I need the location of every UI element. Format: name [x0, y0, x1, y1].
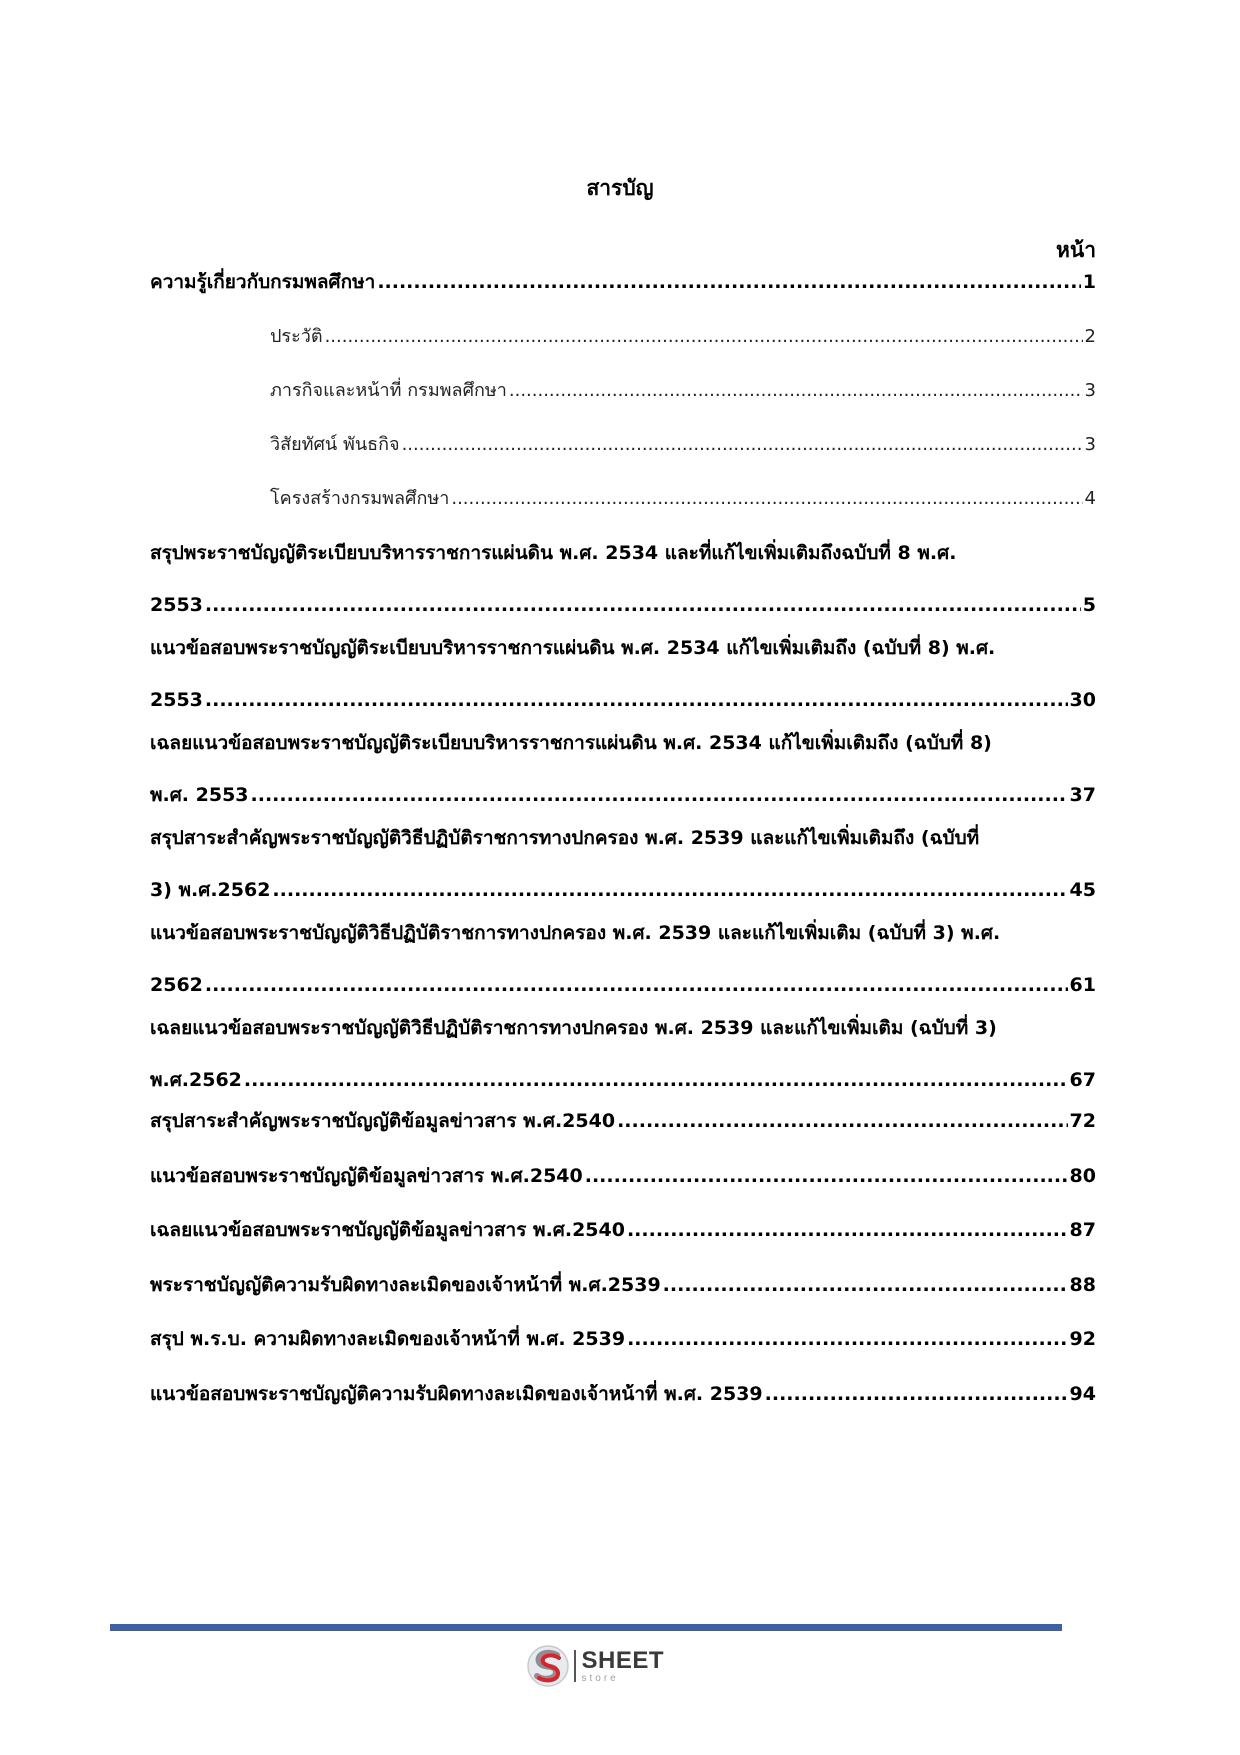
toc-entry[interactable] [150, 907, 1096, 1011]
toc-page-number: 61 [1069, 974, 1096, 996]
toc-page-number: 45 [1069, 879, 1096, 901]
toc-page-number: 72 [1069, 1110, 1096, 1132]
sheet-store-logo-icon [526, 1644, 570, 1688]
logo-primary-text: SHEET [581, 1646, 665, 1674]
toc-entry-text: 2553 [150, 594, 203, 616]
toc-entry-text: แนวข้อสอบพระราชบัญญัติความรับผิดทางละเมิดของเจ้าหน้าที่ พ.ศ. 2539 [150, 1383, 763, 1405]
toc-entry-text: สรุปสาระสำคัญพระราชบัญญัติวิธีปฏิบัติราชการทางปกครอง พ.ศ. 2539 และแก้ไขเพิ่มเติมถึง (ฉบับที่ [150, 827, 980, 849]
toc-page-number: 37 [1069, 784, 1096, 806]
toc-entry-line [150, 1204, 1096, 1256]
toc-entry[interactable] [150, 1204, 1096, 1256]
toc-dot-leader [402, 419, 1083, 471]
toc-entry-text: สรุป พ.ร.บ. ความผิดทางละเมิดของเจ้าหน้าที่ พ.ศ. 2539 [150, 1328, 626, 1350]
toc-entry-line [150, 1259, 1096, 1311]
toc-page-number: 30 [1069, 689, 1096, 711]
toc-entry-text: 2562 [150, 974, 203, 996]
toc-entry[interactable] [150, 1002, 1096, 1106]
footer-rule [110, 1624, 1062, 1631]
toc-entry-text: วิสัยทัศน์ พันธกิจ [270, 434, 400, 455]
toc-entry[interactable] [150, 1313, 1096, 1365]
toc-entry-line [150, 812, 1096, 864]
toc-entry-text: ประวัติ [270, 326, 323, 347]
toc-page-number: 1 [1082, 271, 1096, 293]
toc-entry-line [150, 1313, 1096, 1365]
toc-page-number: 4 [1084, 488, 1096, 509]
toc-dot-leader [617, 1095, 1067, 1147]
toc-entry-text: เฉลยแนวข้อสอบพระราชบัญญัติวิธีปฏิบัติราชการทางปกครอง พ.ศ. 2539 และแก้ไขเพิ่มเติม (ฉบับที่ 3) [150, 1017, 997, 1039]
toc-entry[interactable] [150, 256, 1096, 308]
toc-entry[interactable] [150, 622, 1096, 726]
toc-entry[interactable] [150, 717, 1096, 821]
toc-dot-leader [765, 1368, 1068, 1420]
toc-entry-text: พ.ศ.2562 [150, 1069, 242, 1091]
toc-entry[interactable] [150, 1259, 1096, 1311]
toc-page-number: 2 [1084, 326, 1096, 347]
toc-subentry[interactable] [270, 365, 1096, 417]
sheet-store-logo [526, 1644, 664, 1688]
toc-page-number: 5 [1082, 594, 1096, 616]
toc-entry-line [150, 717, 1096, 769]
toc-entry-text: พระราชบัญญัติความรับผิดทางละเมิดของเจ้าหน้าที่ พ.ศ.2539 [150, 1274, 661, 1296]
toc-entry-line [150, 622, 1096, 674]
toc-title: สารบัญ [586, 176, 654, 200]
toc-entry-line [150, 256, 1096, 308]
toc-dot-leader [325, 311, 1083, 363]
toc-page-number: 80 [1069, 1165, 1096, 1187]
toc-entry-line [270, 365, 1096, 417]
toc-entry-line [150, 907, 1096, 959]
toc-entry-text: แนวข้อสอบพระราชบัญญัติวิธีปฏิบัติราชการทางปกครอง พ.ศ. 2539 และแก้ไขเพิ่มเติม (ฉบับที่ 3) พ.ศ. [150, 922, 1001, 944]
toc-dot-leader [627, 1313, 1067, 1365]
toc-entry-line [150, 1150, 1096, 1202]
toc-entry-text: 2553 [150, 689, 203, 711]
toc-entry-line [270, 311, 1096, 363]
toc-page-number: 87 [1069, 1219, 1096, 1241]
toc-dot-leader [451, 473, 1082, 525]
toc-entry-text: 3) พ.ศ.2562 [150, 879, 271, 901]
toc-entry[interactable] [150, 1095, 1096, 1147]
toc-dot-leader [663, 1259, 1068, 1311]
toc-dot-leader [377, 256, 1080, 308]
toc-entry-text: เฉลยแนวข้อสอบพระราชบัญญัติข้อมูลข่าวสาร พ.ศ.2540 [150, 1219, 625, 1241]
toc-entry-line [150, 527, 1096, 579]
logo-separator [574, 1650, 576, 1682]
toc-dot-leader [509, 365, 1083, 417]
toc-page-number: 3 [1084, 380, 1096, 401]
toc-entry-line [150, 1002, 1096, 1054]
toc-subentry[interactable] [270, 311, 1096, 363]
toc-subentry[interactable] [270, 473, 1096, 525]
toc-entry[interactable] [150, 1150, 1096, 1202]
toc-entry-text: ภารกิจและหน้าที่ กรมพลศึกษา [270, 380, 507, 401]
toc-entry[interactable] [150, 527, 1096, 631]
toc-entry-text: สรุปสาระสำคัญพระราชบัญญัติข้อมูลข่าวสาร พ.ศ.2540 [150, 1110, 616, 1132]
toc-entry[interactable] [150, 1368, 1096, 1420]
toc-entry-line [150, 1368, 1096, 1420]
toc-entry-text: ความรู้เกี่ยวกับกรมพลศึกษา [150, 271, 376, 293]
toc-entry-line [150, 1095, 1096, 1147]
logo-wordmark [581, 1646, 665, 1684]
toc-page-number: 3 [1084, 434, 1096, 455]
toc-dot-leader [585, 1150, 1068, 1202]
toc-page-number: 92 [1069, 1328, 1096, 1350]
toc-dot-leader [627, 1204, 1068, 1256]
toc-entry-text: โครงสร้างกรมพลศึกษา [270, 488, 450, 509]
toc-page-number: 94 [1069, 1383, 1096, 1405]
toc-entry-text: เฉลยแนวข้อสอบพระราชบัญญัติระเบียบบริหารราชการแผ่นดิน พ.ศ. 2534 แก้ไขเพิ่มเติมถึง (ฉบับที่ 8) [150, 732, 992, 754]
toc-page-number: 88 [1069, 1274, 1096, 1296]
logo-secondary-text: store [581, 1672, 619, 1684]
toc-entry-text: พ.ศ. 2553 [150, 784, 249, 806]
toc-entry[interactable] [150, 812, 1096, 916]
toc-entry-line [270, 419, 1096, 471]
toc-entry-text: แนวข้อสอบพระราชบัญญัติระเบียบบริหารราชการแผ่นดิน พ.ศ. 2534 แก้ไขเพิ่มเติมถึง (ฉบับที่ 8) พ.ศ. [150, 637, 996, 659]
toc-entry-text: แนวข้อสอบพระราชบัญญัติข้อมูลข่าวสาร พ.ศ.2540 [150, 1165, 583, 1187]
toc-subentry[interactable] [270, 419, 1096, 471]
page-column-header: หน้า [1056, 238, 1096, 262]
toc-page-number: 67 [1069, 1069, 1096, 1091]
toc-entry-text: สรุปพระราชบัญญัติระเบียบบริหารราชการแผ่นดิน พ.ศ. 2534 และที่แก้ไขเพิ่มเติมถึงฉบับที่ 8 พ.ศ. [150, 542, 957, 564]
toc-entry-line [270, 473, 1096, 525]
